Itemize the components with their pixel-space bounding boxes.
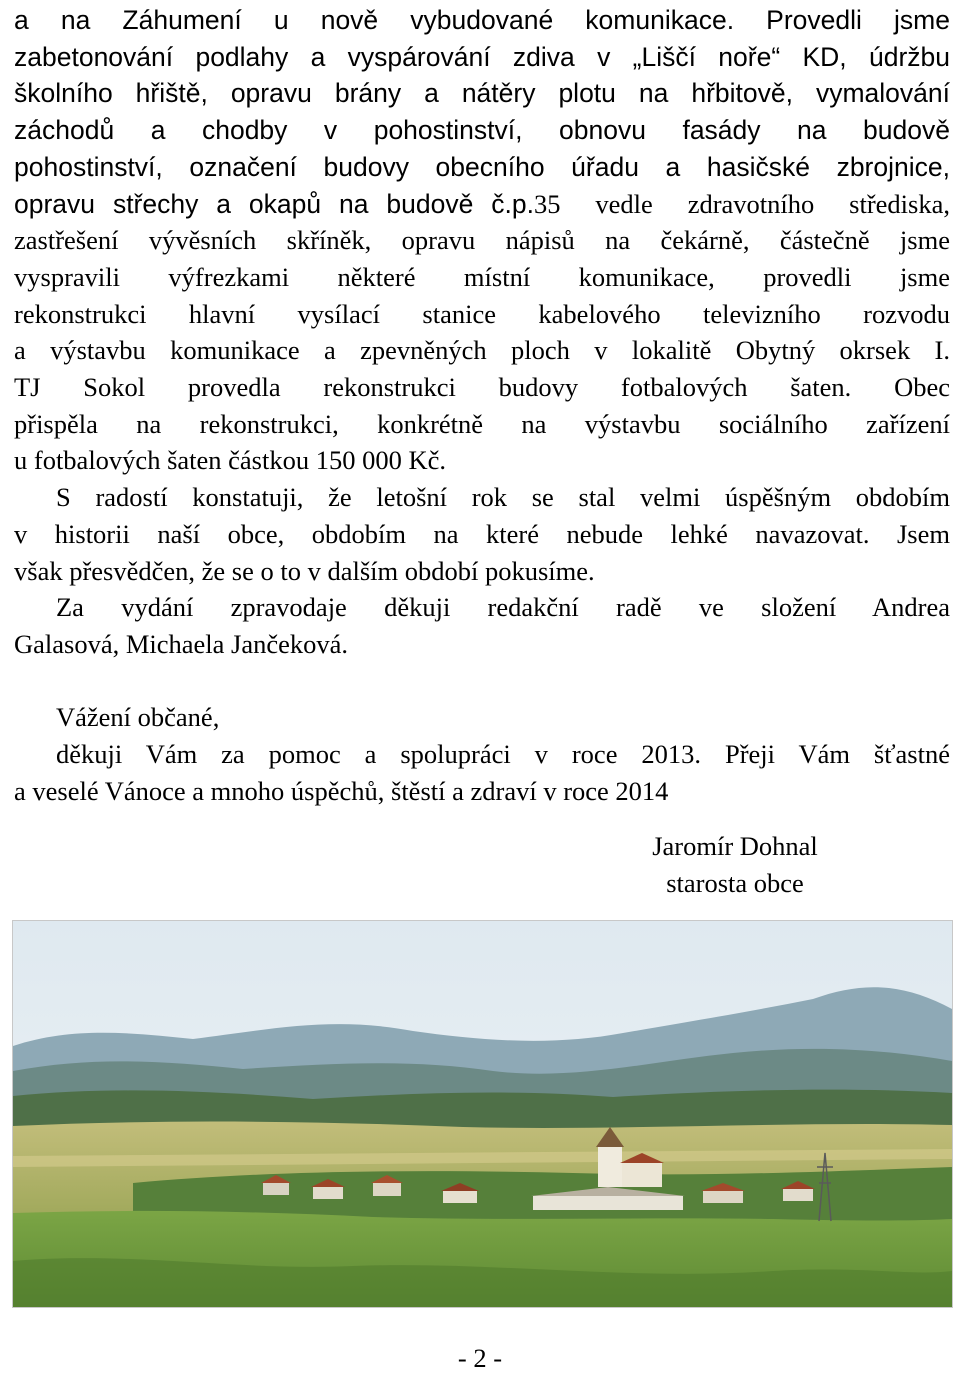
church-tower <box>598 1147 622 1187</box>
greeting: Vážení občané, <box>56 702 220 733</box>
page-number: - 2 - <box>457 1343 503 1373</box>
paragraph-line: záchodů a chodby v pohostinství, obnovu fasády na budově <box>14 115 950 146</box>
village-landscape-photo <box>12 920 953 1308</box>
paragraph-line: Galasová, Michaela Jančeková. <box>14 628 349 659</box>
paragraph-line: pohostinství, označení budovy obecního úřadu a hasičské zbrojnice, <box>14 151 950 182</box>
paragraph-line: TJ Sokol provedla rekonstrukci budovy fotbalových šaten. Obec <box>14 372 950 402</box>
paragraph-line: S radostí konstatuji, že letošní rok se stal velmi úspěšným obdobím <box>56 482 950 513</box>
paragraph-line: a výstavbu komunikace a zpevněných ploch v lokalitě Obytný okrsek I. <box>14 335 950 366</box>
paragraph-line-mixed <box>14 186 950 223</box>
paragraph-line: školního hřiště, opravu brány a nátěry plotu na hřbitově, vymalování <box>14 78 950 109</box>
paragraph-line: u fotbalových šaten částkou 150 000 Kč. <box>14 445 446 476</box>
paragraph-line-sans-part: opravu střechy a okapů na budově č.p. <box>14 188 534 219</box>
paragraph-line: a na Záhumení u nově vybudované komunikace. Provedli jsme <box>14 5 950 35</box>
paragraph-line: vyspravili výfrezkami některé místní komunikace, provedli jsme <box>14 261 950 292</box>
closing-line: děkuji Vám za pomoc a spolupráci v roce 2013. Přeji Vám šťastné <box>56 739 950 769</box>
signature-name: Jaromír Dohnal <box>652 831 818 861</box>
paragraph-line: zabetonování podlahy a vyspárování zdiva v „Liščí noře“ KD, údržbu <box>14 41 950 72</box>
paragraph-line: rekonstrukci hlavní vysílací stanice kabelového televizního rozvodu <box>14 298 950 329</box>
paragraph-line: Za vydání zpravodaje děkuji redakční radě ve složení Andrea <box>56 592 950 623</box>
paragraph-line: zastřešení vývěsních skříněk, opravu nápisů na čekárně, částečně jsme <box>14 225 950 256</box>
closing-line: a veselé Vánoce a mnoho úspěchů, štěstí a zdraví v roce 2014 <box>14 775 669 806</box>
paragraph-line: přispěla na rekonstrukci, konkrétně na výstavbu sociálního zařízení <box>14 408 950 439</box>
paragraph-line: v historii naší obce, obdobím na které nebude lehké navazovat. Jsem <box>14 518 950 549</box>
signature-title: starosta obce <box>666 868 804 898</box>
paragraph-line-serif-part: 35 vedle zdravotního střediska, <box>534 188 950 219</box>
paragraph-line: však přesvědčen, že se o to v dalším období pokusíme. <box>14 555 595 586</box>
